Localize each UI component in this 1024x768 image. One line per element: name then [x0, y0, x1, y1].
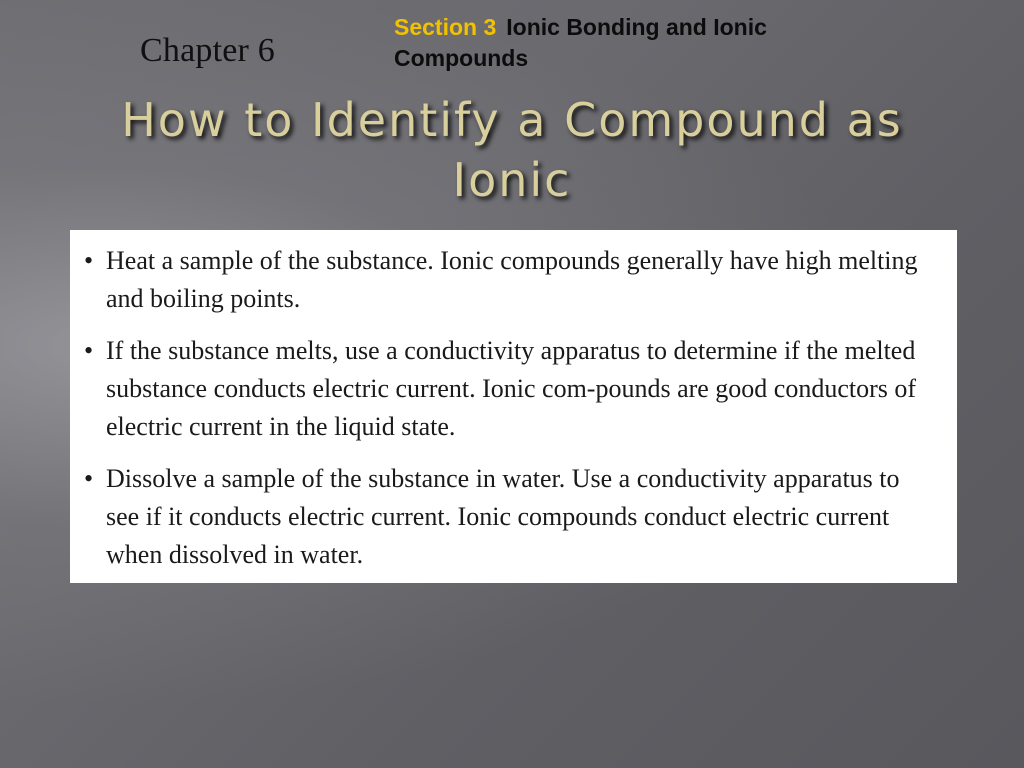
section-header	[394, 12, 814, 74]
slide-title: How to Identify a Compound as Ionic	[121, 93, 903, 207]
bullet-item	[84, 332, 937, 446]
section-title: Ionic Bonding and Ionic Compounds	[394, 14, 767, 71]
bullet-item	[84, 460, 937, 574]
section-label: Section 3	[394, 14, 497, 40]
bullet-text: Dissolve a sample of the substance in water. Use a conductivity apparatus to see if it conducts electric current. Ionic compounds conduct electric current when dissolved in water.	[106, 464, 900, 569]
bullet-item	[84, 242, 937, 318]
bullet-text: If the substance melts, use a conductivity apparatus to determine if the melted substance conducts electric current. Ionic com-pounds are good conductors of electric current in the liquid state.	[106, 336, 917, 441]
bullet-text: Heat a sample of the substance. Ionic compounds generally have high melting and boiling points.	[106, 246, 918, 313]
bullet-marker: •	[84, 336, 94, 365]
bullet-marker: •	[84, 464, 94, 493]
bullet-marker: •	[84, 246, 94, 275]
content-box	[70, 230, 957, 583]
chapter-label: Chapter 6	[140, 32, 275, 69]
